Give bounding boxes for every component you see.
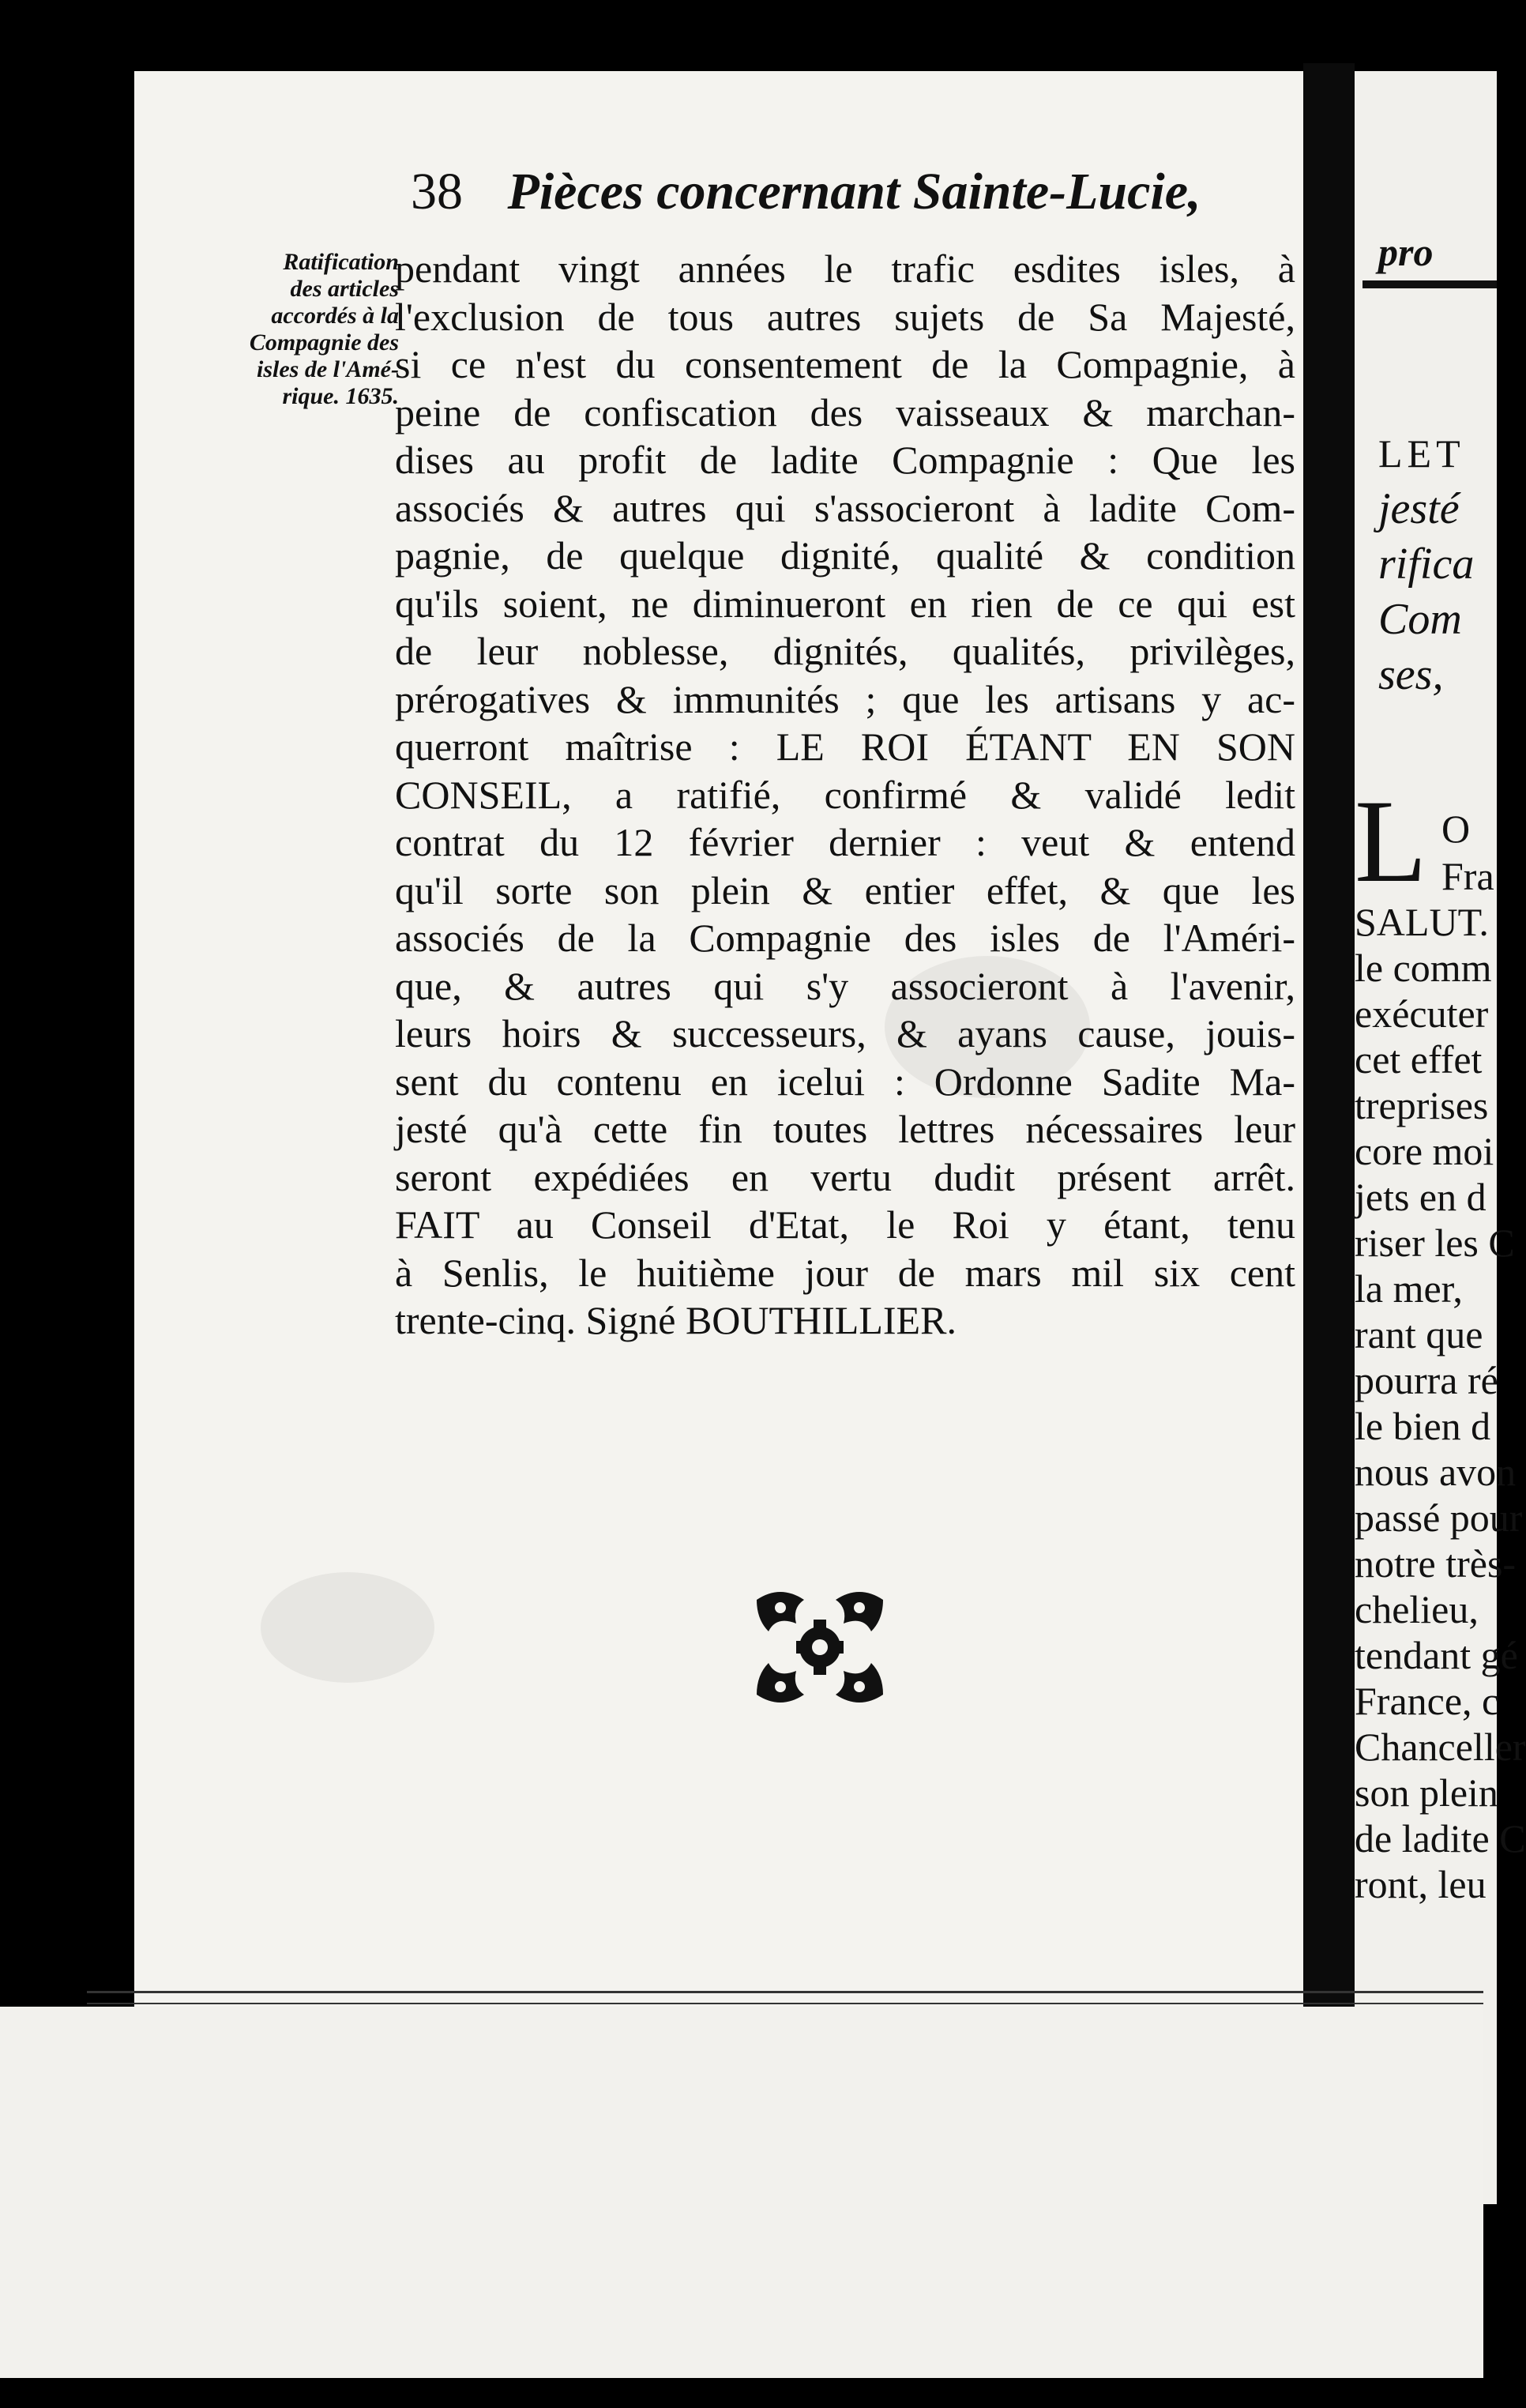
text-line: pagnie, de quelque dignité, qualité & condition — [395, 533, 1295, 578]
text-line: associés & autres qui s'associeront à ladite Com- — [395, 485, 1295, 530]
right-text-line: SALUT. — [1355, 900, 1489, 944]
marginal-line: accordés à la — [271, 303, 399, 329]
text-line: jesté qu'à cette fin toutes lettres nécessaires leur — [395, 1107, 1295, 1151]
right-text-line: ront, leu — [1355, 1862, 1487, 1906]
right-text-line: passé pour — [1355, 1496, 1523, 1540]
right-text-line: la mer, — [1355, 1266, 1463, 1311]
text-line: trente-cinq. Signé BOUTHILLIER. — [395, 1298, 957, 1342]
right-title-fragment: LET — [1378, 431, 1465, 476]
right-text-line: cet effet — [1355, 1037, 1483, 1082]
text-line: FAIT au Conseil d'Etat, le Roi y étant, tenu — [395, 1202, 1295, 1247]
text-line: qu'ils soient, ne diminueront en rien de ce qui est — [395, 581, 1295, 626]
right-text-line: le bien d — [1355, 1404, 1491, 1448]
running-title: Pièces concernant Sainte-Lucie, — [507, 163, 1201, 220]
text-line: peine de confiscation des vaisseaux & marchan- — [395, 389, 1295, 435]
right-text-line: chelieu, — [1355, 1587, 1479, 1631]
right-text-line: Fra — [1441, 854, 1494, 898]
paper-stain — [261, 1572, 434, 1683]
text-line: associés de la Compagnie des isles de l'Améri- — [395, 916, 1295, 960]
text-line: dises au profit de ladite Compagnie : Que les — [395, 438, 1295, 482]
page-number: 38 — [411, 163, 463, 220]
right-text-line: treprises — [1355, 1083, 1489, 1127]
text-line: que, & autres qui s'y associeront à l'avenir, — [395, 963, 1295, 1008]
text-line: de leur noblesse, dignités, qualités, privilèges, — [395, 629, 1295, 673]
right-header-fragment: pro — [1378, 230, 1434, 274]
text-line: l'exclusion de tous autres sujets de Sa Majesté, — [395, 294, 1295, 339]
scan-bottom-margin — [0, 2007, 1483, 2378]
right-text-line: de ladite C — [1355, 1816, 1526, 1861]
marginal-line: Ratification — [283, 249, 399, 275]
right-text-line: rant que — [1355, 1312, 1483, 1356]
right-text-line: le comm — [1355, 946, 1492, 990]
text-line: contrat du 12 février dernier : veut & entend — [395, 820, 1295, 864]
right-text-line: tendant gé — [1355, 1633, 1518, 1677]
right-text-line: jets en d — [1355, 1175, 1487, 1219]
body-text — [395, 245, 1295, 1345]
drop-cap: L — [1355, 776, 1427, 907]
printer-ornament-icon — [749, 1584, 891, 1710]
right-page-text — [1355, 71, 1526, 2204]
scan-rule — [87, 1991, 1483, 1993]
right-title-line: ses, — [1378, 650, 1444, 699]
right-text-line: son plein — [1355, 1770, 1498, 1815]
right-header-rule — [1362, 280, 1497, 288]
marginal-line: rique. 1635. — [282, 383, 399, 409]
text-line: pendant vingt années le trafic esdites isles, à — [395, 246, 1295, 291]
right-title-line: jesté — [1378, 484, 1460, 533]
text-line: sent du contenu en icelui : Ordonne Sadite Ma- — [395, 1059, 1295, 1104]
text-line: à Senlis, le huitième jour de mars mil six cent — [395, 1250, 1295, 1295]
right-text-line: riser les C — [1355, 1221, 1515, 1265]
book-gutter — [1303, 63, 1355, 2212]
right-title-line: Com — [1378, 595, 1462, 644]
text-line: leurs hoirs & successeurs, & ayans cause, jouis- — [395, 1011, 1295, 1055]
text-line: si ce n'est du consentement de la Compagnie, à — [395, 342, 1295, 386]
right-text-line: core moi — [1355, 1129, 1494, 1173]
text-line: querront maîtrise : LE ROI ÉTANT EN SON — [395, 724, 1295, 769]
text-line: qu'il sorte son plein & entier effet, & que les — [395, 867, 1295, 912]
right-text-line: O — [1441, 807, 1475, 851]
running-header — [411, 162, 1201, 222]
marginal-note — [194, 249, 399, 410]
text-line: seront expédiées en vertu dudit présent arrêt. — [395, 1154, 1295, 1199]
right-text-line: notre très- — [1355, 1541, 1517, 1586]
right-text-line: France, c — [1355, 1679, 1500, 1723]
right-text-line: exécuter — [1355, 991, 1489, 1036]
right-title-line: rifica — [1378, 540, 1475, 589]
right-text-line: nous avon — [1355, 1450, 1517, 1494]
marginal-line: isles de l'Amé- — [257, 356, 399, 382]
text-line: CONSEIL, a ratifié, confirmé & validé ledit — [395, 772, 1295, 817]
scan-rule — [87, 2003, 1483, 2004]
marginal-line: Compagnie des — [249, 329, 399, 356]
marginal-line: des articles — [290, 276, 399, 302]
right-text-line: pourra ré — [1355, 1358, 1498, 1402]
right-text-line: Chanceller — [1355, 1725, 1526, 1769]
text-line: prérogatives & immunités ; que les artisans y ac- — [395, 676, 1295, 721]
